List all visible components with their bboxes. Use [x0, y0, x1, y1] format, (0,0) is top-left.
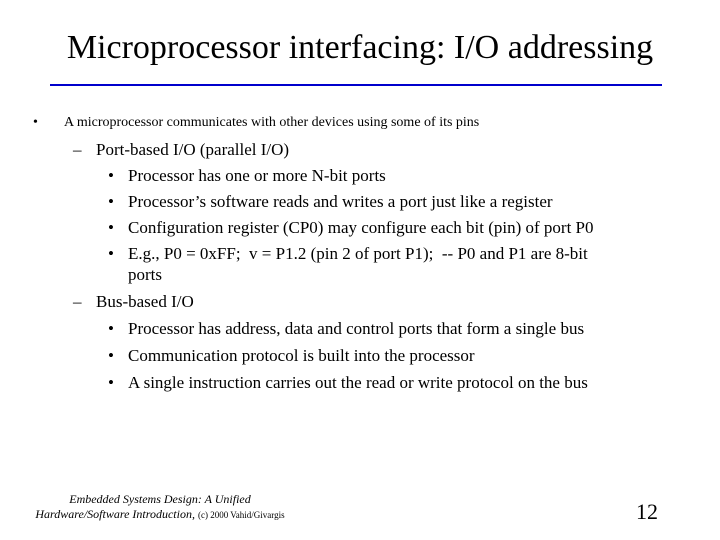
footer-credit	[20, 492, 300, 523]
list-item-text: A single instruction carries out the read or write protocol on the bus	[128, 373, 588, 392]
bullet-marker: •	[108, 166, 114, 185]
footer-copyright: (c) 2000 Vahid/Givargis	[197, 510, 285, 520]
bullet-marker: •	[33, 115, 38, 130]
footer-book-subtitle: Hardware/Software Introduction,	[35, 507, 195, 521]
bullet-marker: •	[108, 244, 114, 263]
footer-line-2	[20, 507, 300, 523]
list-item-text: Configuration register (CP0) may configure each bit (pin) of port P0	[128, 218, 594, 237]
page-number: 12	[636, 499, 658, 524]
slide-title: Microprocessor interfacing: I/O addressing	[66, 29, 654, 66]
bullet-marker: •	[108, 218, 114, 237]
list-item-continuation: ports	[128, 265, 162, 284]
list-item-text: Communication protocol is built into the processor	[128, 346, 475, 365]
bullet-intro-text: A microprocessor communicates with other devices using some of its pins	[64, 115, 480, 130]
bullet-marker: •	[108, 192, 114, 211]
list-item-text: Processor’s software reads and writes a port just like a register	[128, 192, 553, 211]
bullet-marker: •	[108, 373, 114, 392]
bullet-marker: •	[108, 346, 114, 365]
subheading-text: Bus-based I/O	[96, 292, 194, 311]
footer-book-title: Embedded Systems Design: A Unified	[69, 492, 251, 506]
list-item-text: E.g., P0 = 0xFF; v = P1.2 (pin 2 of port P1); -- P0 and P1 are 8-bit	[128, 244, 588, 263]
dash-marker: –	[73, 292, 82, 311]
list-item-text: Processor has one or more N-bit ports	[128, 166, 386, 185]
dash-marker: –	[73, 140, 82, 159]
subheading-text: Port-based I/O (parallel I/O)	[96, 140, 290, 159]
title-divider	[50, 84, 662, 86]
list-item-text: Processor has address, data and control ports that form a single bus	[128, 319, 585, 338]
bullet-marker: •	[108, 319, 114, 338]
